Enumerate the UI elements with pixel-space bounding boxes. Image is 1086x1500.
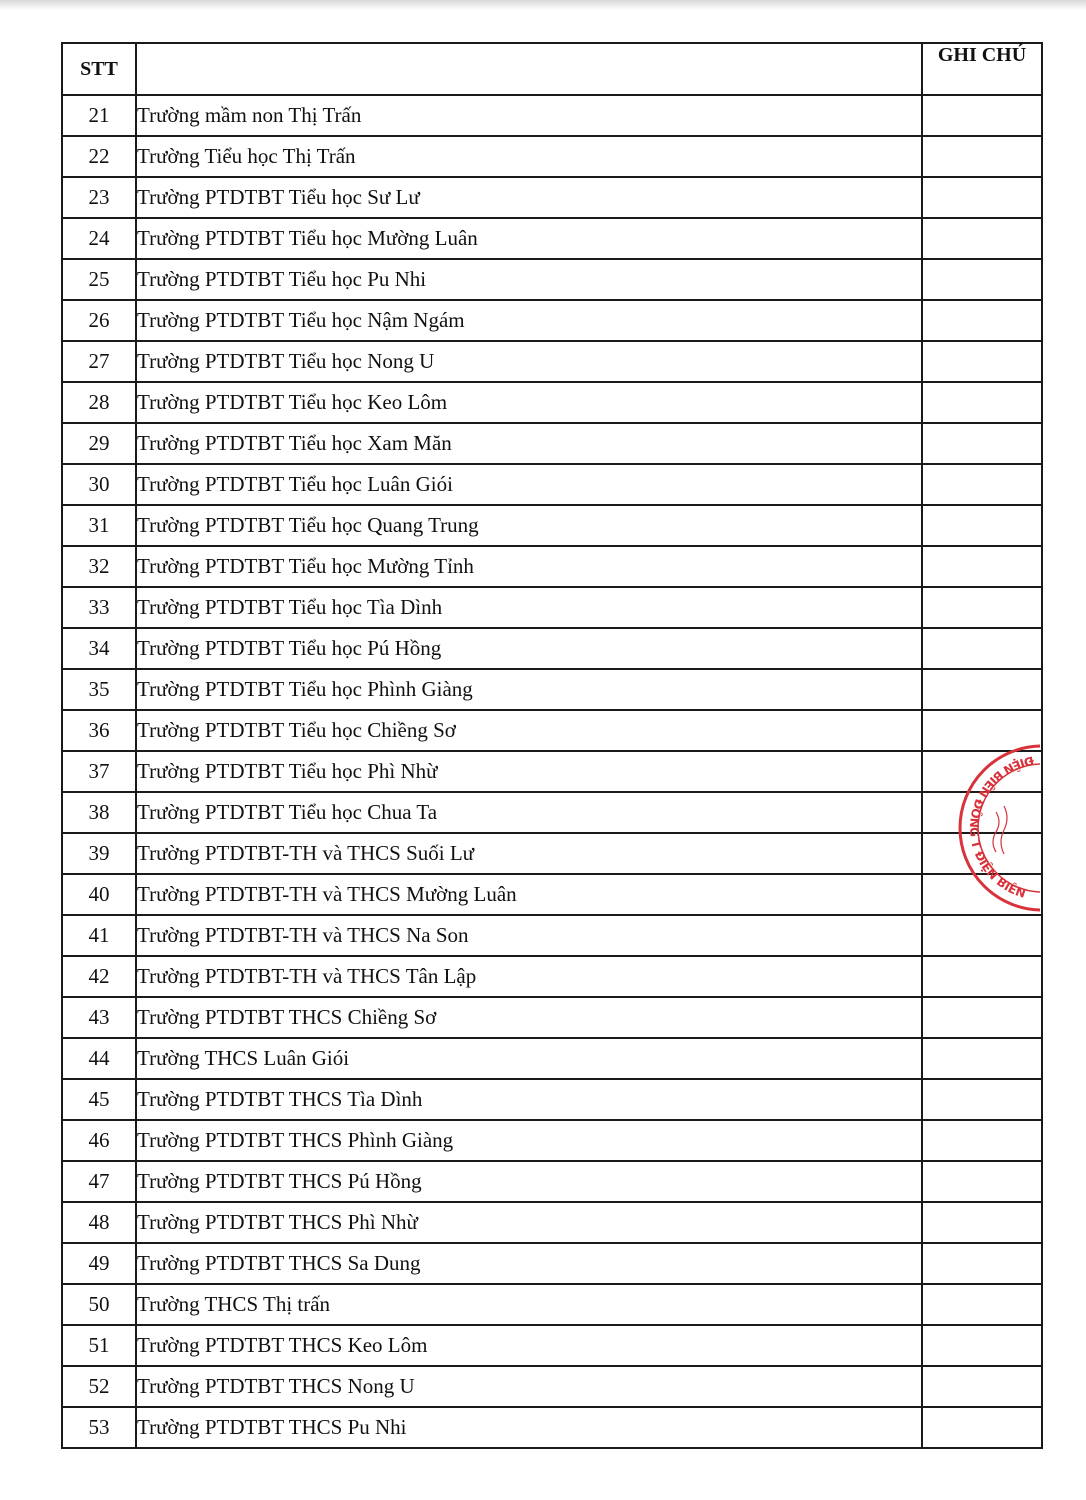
- row-stt: 48: [62, 1202, 136, 1243]
- row-school-name: Trường THCS Thị trấn: [136, 1284, 922, 1325]
- row-school-name: Trường PTDTBT Tiểu học Chiềng Sơ: [136, 710, 922, 751]
- row-stt: 51: [62, 1325, 136, 1366]
- row-school-name: Trường PTDTBT Tiểu học Pu Nhi: [136, 259, 922, 300]
- row-note: [922, 628, 1042, 669]
- table-row: [62, 177, 1042, 218]
- table-row: [62, 218, 1042, 259]
- row-school-name: Trường PTDTBT Tiểu học Keo Lôm: [136, 382, 922, 423]
- table-row: [62, 1079, 1042, 1120]
- row-stt: 26: [62, 300, 136, 341]
- row-note: [922, 1243, 1042, 1284]
- row-school-name: Trường PTDTBT Tiểu học Luân Giói: [136, 464, 922, 505]
- school-list-table: [61, 42, 1043, 1449]
- table-row: [62, 1325, 1042, 1366]
- row-school-name: Trường PTDTBT Tiểu học Chua Ta: [136, 792, 922, 833]
- row-school-name: Trường PTDTBT THCS Nong U: [136, 1366, 922, 1407]
- row-note: [922, 546, 1042, 587]
- row-school-name: Trường PTDTBT Tiểu học Sư Lư: [136, 177, 922, 218]
- header-note: GHI CHÚ: [922, 43, 1042, 95]
- row-stt: 41: [62, 915, 136, 956]
- table-row: [62, 300, 1042, 341]
- row-school-name: Trường PTDTBT THCS Sa Dung: [136, 1243, 922, 1284]
- row-note: [922, 669, 1042, 710]
- row-note: [922, 1407, 1042, 1448]
- row-school-name: Trường PTDTBT THCS Phình Giàng: [136, 1120, 922, 1161]
- row-stt: 40: [62, 874, 136, 915]
- table-body: [62, 95, 1042, 1448]
- table-row: [62, 1366, 1042, 1407]
- row-school-name: Trường PTDTBT Tiểu học Pú Hồng: [136, 628, 922, 669]
- table-row: [62, 997, 1042, 1038]
- row-stt: 33: [62, 587, 136, 628]
- row-stt: 38: [62, 792, 136, 833]
- table-row: [62, 1120, 1042, 1161]
- row-note: [922, 956, 1042, 997]
- header-stt: STT: [62, 43, 136, 95]
- row-note: [922, 1284, 1042, 1325]
- row-school-name: Trường PTDTBT Tiểu học Phì Nhừ: [136, 751, 922, 792]
- row-stt: 52: [62, 1366, 136, 1407]
- row-note: [922, 587, 1042, 628]
- table-row: [62, 874, 1042, 915]
- table-row: [62, 1284, 1042, 1325]
- row-note: [922, 915, 1042, 956]
- row-note: [922, 218, 1042, 259]
- table-row: [62, 1407, 1042, 1448]
- row-note: [922, 341, 1042, 382]
- table-row: [62, 259, 1042, 300]
- scan-edge-shadow: [0, 0, 1086, 10]
- row-school-name: Trường PTDTBT Tiểu học Xam Măn: [136, 423, 922, 464]
- row-stt: 46: [62, 1120, 136, 1161]
- row-stt: 36: [62, 710, 136, 751]
- table-row: [62, 1161, 1042, 1202]
- row-note: [922, 300, 1042, 341]
- table-row: [62, 956, 1042, 997]
- row-stt: 28: [62, 382, 136, 423]
- row-note: [922, 464, 1042, 505]
- row-stt: 31: [62, 505, 136, 546]
- row-school-name: Trường PTDTBT Tiểu học Phình Giàng: [136, 669, 922, 710]
- table-row: [62, 423, 1042, 464]
- row-school-name: Trường PTDTBT THCS Tìa Dình: [136, 1079, 922, 1120]
- row-note: [922, 505, 1042, 546]
- row-school-name: Trường Tiểu học Thị Trấn: [136, 136, 922, 177]
- table-row: [62, 628, 1042, 669]
- table-row: [62, 1243, 1042, 1284]
- row-note: [922, 1366, 1042, 1407]
- row-stt: 27: [62, 341, 136, 382]
- table-row: [62, 546, 1042, 587]
- row-note: [922, 1120, 1042, 1161]
- row-stt: 24: [62, 218, 136, 259]
- table-row: [62, 751, 1042, 792]
- table-row: [62, 1038, 1042, 1079]
- table-row: [62, 382, 1042, 423]
- row-stt: 30: [62, 464, 136, 505]
- row-school-name: Trường PTDTBT Tiểu học Nong U: [136, 341, 922, 382]
- row-stt: 29: [62, 423, 136, 464]
- row-stt: 42: [62, 956, 136, 997]
- row-stt: 37: [62, 751, 136, 792]
- row-school-name: Trường PTDTBT THCS Phì Nhừ: [136, 1202, 922, 1243]
- row-school-name: Trường PTDTBT THCS Pú Hồng: [136, 1161, 922, 1202]
- row-school-name: Trường PTDTBT Tiểu học Nậm Ngám: [136, 300, 922, 341]
- row-note: [922, 136, 1042, 177]
- table-row: [62, 710, 1042, 751]
- row-note: [922, 1202, 1042, 1243]
- table-header-row: [62, 43, 1042, 95]
- row-stt: 25: [62, 259, 136, 300]
- row-note: [922, 1038, 1042, 1079]
- table-row: [62, 464, 1042, 505]
- row-school-name: Trường PTDTBT THCS Pu Nhi: [136, 1407, 922, 1448]
- table-row: [62, 505, 1042, 546]
- table-row: [62, 915, 1042, 956]
- table-row: [62, 136, 1042, 177]
- row-note: [922, 1161, 1042, 1202]
- row-school-name: Trường mầm non Thị Trấn: [136, 95, 922, 136]
- row-stt: 23: [62, 177, 136, 218]
- row-stt: 53: [62, 1407, 136, 1448]
- table-row: [62, 669, 1042, 710]
- table-row: [62, 1202, 1042, 1243]
- row-school-name: Trường PTDTBT-TH và THCS Na Son: [136, 915, 922, 956]
- table-row: [62, 587, 1042, 628]
- row-school-name: Trường PTDTBT Tiểu học Tìa Dình: [136, 587, 922, 628]
- row-school-name: Trường PTDTBT-TH và THCS Suối Lư: [136, 833, 922, 874]
- row-stt: 21: [62, 95, 136, 136]
- table-row: [62, 792, 1042, 833]
- row-note: [922, 177, 1042, 218]
- row-note: [922, 95, 1042, 136]
- row-note: [922, 997, 1042, 1038]
- row-school-name: Trường PTDTBT-TH và THCS Mường Luân: [136, 874, 922, 915]
- row-stt: 39: [62, 833, 136, 874]
- row-stt: 44: [62, 1038, 136, 1079]
- row-school-name: Trường PTDTBT Tiểu học Mường Tỉnh: [136, 546, 922, 587]
- stamp-text: ĐIỆN BIÊN ĐÔNG T ĐIỆN BIÊN: [966, 753, 1036, 901]
- table-row: [62, 833, 1042, 874]
- row-note: [922, 423, 1042, 464]
- row-school-name: Trường PTDTBT-TH và THCS Tân Lập: [136, 956, 922, 997]
- row-note: [922, 382, 1042, 423]
- row-stt: 32: [62, 546, 136, 587]
- row-school-name: Trường PTDTBT Tiểu học Quang Trung: [136, 505, 922, 546]
- header-name: [136, 43, 922, 95]
- row-stt: 35: [62, 669, 136, 710]
- row-stt: 45: [62, 1079, 136, 1120]
- row-school-name: Trường PTDTBT Tiểu học Mường Luân: [136, 218, 922, 259]
- row-stt: 22: [62, 136, 136, 177]
- row-school-name: Trường PTDTBT THCS Chiềng Sơ: [136, 997, 922, 1038]
- row-note: [922, 259, 1042, 300]
- row-stt: 43: [62, 997, 136, 1038]
- table-row: [62, 341, 1042, 382]
- row-note: [922, 1325, 1042, 1366]
- table-row: [62, 95, 1042, 136]
- row-school-name: Trường PTDTBT THCS Keo Lôm: [136, 1325, 922, 1366]
- row-note: [922, 1079, 1042, 1120]
- row-stt: 34: [62, 628, 136, 669]
- row-stt: 49: [62, 1243, 136, 1284]
- row-stt: 47: [62, 1161, 136, 1202]
- red-seal-stamp: [956, 742, 1040, 914]
- row-school-name: Trường THCS Luân Giói: [136, 1038, 922, 1079]
- row-stt: 50: [62, 1284, 136, 1325]
